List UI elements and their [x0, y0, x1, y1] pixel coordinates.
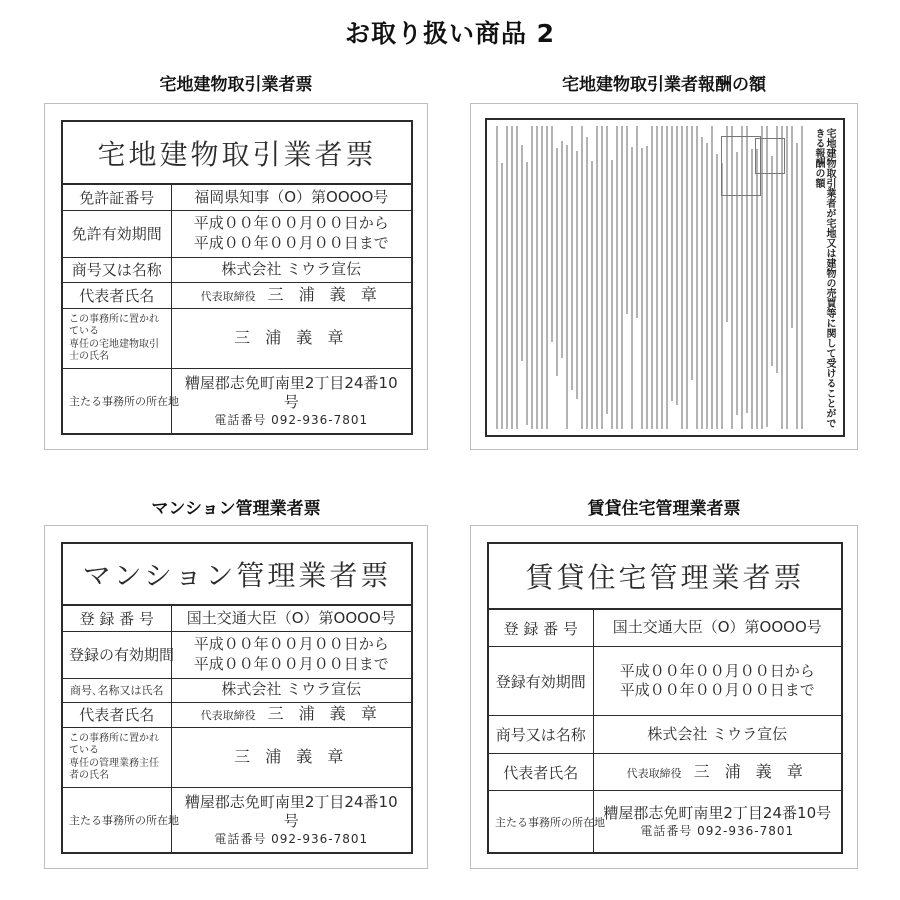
representative-title: 代表取締役: [626, 766, 682, 780]
fee-text-column: [631, 147, 633, 429]
fee-text-column: [571, 126, 573, 390]
row-value-line: 平成００年００月００日まで: [193, 654, 389, 673]
row-label: [63, 309, 171, 369]
row-value: [171, 185, 411, 210]
fee-text-column: [696, 126, 698, 429]
row-label: 商号､名称又は氏名: [63, 678, 171, 702]
fee-text-column: [516, 126, 518, 429]
plate-chintai: [487, 542, 843, 854]
caption-mansion: マンション管理業者票: [151, 499, 321, 519]
person-name: 三 浦 義 章: [693, 761, 808, 781]
fee-text-column: [701, 137, 703, 429]
row-label: 主たる事務所の所在地: [63, 368, 171, 433]
row-value: [171, 606, 411, 631]
row-value: [593, 791, 841, 852]
plate-row: [63, 631, 411, 678]
fee-text-column: [586, 137, 588, 429]
plate-title-chintai: 賃貸住宅管理業者票: [489, 544, 841, 610]
row-value: [593, 647, 841, 716]
plate-row: [489, 647, 841, 716]
fee-text-column: [796, 143, 798, 429]
row-label: 主たる事務所の所在地: [63, 787, 171, 852]
fee-text-column: [636, 126, 638, 318]
plate-title-takken: 宅地建物取引業者票: [63, 122, 411, 185]
plate-row: [489, 610, 841, 647]
fee-text-column: [641, 148, 643, 429]
row-value: [171, 257, 411, 283]
row-value-line: 平成００年００月００日まで: [619, 681, 815, 700]
plate-row: [63, 210, 411, 257]
row-value: [171, 702, 411, 728]
frame-mansion[interactable]: [44, 525, 428, 869]
fee-rate-box: [755, 138, 785, 174]
fee-text-column: [546, 126, 548, 429]
row-value: [171, 283, 411, 309]
person-name: 三 浦 義 章: [234, 328, 349, 348]
fee-text-column: [536, 126, 538, 429]
fee-text-column: [501, 163, 503, 429]
row-label: 登 録 番 号: [63, 606, 171, 631]
caption-chintai: 賃貸住宅管理業者票: [587, 499, 741, 519]
representative-title: 代表取締役: [200, 290, 256, 304]
fee-text-column: [711, 126, 713, 429]
fee-text-column: [496, 126, 498, 429]
plate-table-mansion: [63, 606, 411, 852]
fee-text-column: [551, 126, 553, 342]
row-value: [171, 309, 411, 369]
phone-number: 電話番号 092-936-7801: [214, 412, 369, 427]
plate-row: [489, 753, 841, 791]
fee-text-column: [646, 146, 648, 429]
fee-text-column: [576, 151, 578, 400]
page-title: お取り扱い商品 2: [344, 19, 556, 48]
fee-text-column: [541, 126, 543, 429]
caption-takken: 宅地建物取引業者票: [159, 75, 313, 95]
fee-text-column: [596, 126, 598, 429]
fee-text-column: [676, 126, 678, 405]
row-value-line: 糟屋郡志免町南里2丁目24番10号: [184, 373, 398, 412]
plate-row: [63, 787, 411, 852]
fee-text-column: [721, 163, 723, 429]
phone-number: 電話番号 092-936-7801: [640, 823, 795, 838]
plate-takken: [61, 120, 413, 435]
row-label-line: この事務所に置かれている: [69, 313, 159, 337]
fee-text-column: [686, 126, 688, 429]
frame-takken[interactable]: [44, 103, 428, 450]
fee-text-column: [716, 154, 718, 429]
row-label-line: 専任の宅地建物取引士の氏名: [69, 338, 159, 362]
row-label: 登録の有効期間: [63, 631, 171, 678]
phone-number: 電話番号 092-936-7801: [214, 831, 369, 846]
plate-row: [63, 678, 411, 702]
fee-text-column: [556, 148, 558, 376]
person-name: 三 浦 義 章: [267, 704, 382, 724]
row-value: [171, 368, 411, 433]
row-label: 免許有効期間: [63, 210, 171, 257]
plate-table-chintai: [489, 610, 841, 852]
fee-text-column: [611, 160, 613, 429]
plate-row: [63, 606, 411, 631]
row-value-line: 平成００年００月００日から: [193, 214, 389, 233]
fee-text-column: [691, 126, 693, 380]
row-value-line: 株式会社 ミウラ宣伝: [221, 680, 362, 699]
fee-text-column: [566, 145, 568, 429]
row-value-line: 平成００年００月００日から: [193, 635, 389, 654]
row-value: [593, 610, 841, 647]
row-value-line: 糟屋郡志免町南里2丁目24番10号: [603, 804, 832, 823]
fee-text-column: [771, 156, 773, 366]
fee-text-column: [581, 126, 583, 429]
row-value-line: 国土交通大臣（O）第OOOO号: [612, 618, 822, 637]
row-value: [171, 210, 411, 257]
fee-text-column: [661, 126, 663, 429]
fee-heading: 宅地建物取引業者が宅地又は建物の売買等に関して受けることができる報酬の額: [813, 128, 835, 428]
row-value: [171, 787, 411, 852]
fee-text-column: [531, 126, 533, 429]
fee-text-column: [616, 126, 618, 429]
fee-text-column: [801, 126, 803, 429]
plate-row: [63, 283, 411, 309]
frame-fee[interactable]: [470, 103, 858, 450]
plate-row: [63, 309, 411, 369]
fee-text-column: [666, 126, 668, 429]
row-label: 代表者氏名: [63, 283, 171, 309]
fee-text-column: [786, 126, 788, 429]
fee-text-column: [626, 126, 628, 314]
plate-title-mansion: マンション管理業者票: [63, 544, 411, 606]
row-label-line: 専任の管理業務主任者の氏名: [69, 757, 159, 782]
row-value: [593, 753, 841, 791]
plate-row: [489, 715, 841, 753]
fee-text-column: [621, 126, 623, 429]
plate-row: [63, 257, 411, 283]
fee-text-column: [651, 126, 653, 429]
plate-row: [63, 368, 411, 433]
row-label: 代表者氏名: [63, 702, 171, 728]
row-label: [63, 728, 171, 788]
plate-row: [489, 791, 841, 852]
row-label: 登録有効期間: [489, 647, 593, 716]
row-label: 主たる事務所の所在地: [489, 791, 593, 852]
fee-text-column: [791, 126, 793, 328]
fee-text-column: [601, 126, 603, 429]
row-label: 登 録 番 号: [489, 610, 593, 647]
fee-body-text: [493, 126, 803, 429]
caption-fee: 宅地建物取引業者報酬の額: [562, 75, 766, 95]
representative-title: 代表取締役: [200, 709, 256, 723]
fee-text-column: [671, 126, 673, 401]
plate-table-takken: [63, 185, 411, 433]
row-label: 商号又は名称: [489, 715, 593, 753]
row-value-line: 株式会社 ミウラ宣伝: [221, 260, 362, 279]
plate-row: [63, 185, 411, 210]
row-label: 免許証番号: [63, 185, 171, 210]
row-value: [171, 631, 411, 678]
row-value-line: 平成００年００月００日から: [619, 661, 815, 680]
fee-table: [485, 118, 845, 437]
row-value-line: 平成００年００月００日まで: [193, 233, 389, 252]
fee-text-column: [706, 143, 708, 429]
frame-chintai[interactable]: [470, 525, 858, 869]
fee-text-column: [656, 126, 658, 429]
row-label-line: この事務所に置かれている: [69, 732, 159, 757]
fee-text-column: [511, 126, 513, 429]
row-value: [593, 715, 841, 753]
fee-text-column: [526, 162, 528, 424]
row-value-line: 糟屋郡志免町南里2丁目24番10号: [184, 792, 398, 831]
person-name: 三 浦 義 章: [234, 747, 349, 767]
row-value: [171, 678, 411, 702]
row-value-line: 国土交通大臣（O）第OOOO号: [186, 608, 396, 627]
fee-text-column: [506, 126, 508, 429]
fee-text-column: [561, 141, 563, 358]
row-label: 商号又は名称: [63, 257, 171, 283]
row-value-line: 福岡県知事（O）第OOOO号: [194, 187, 389, 206]
plate-row: [63, 702, 411, 728]
fee-text-column: [591, 161, 593, 429]
plate-mansion: [61, 542, 413, 854]
fee-text-column: [521, 145, 523, 361]
fee-text-column: [681, 126, 683, 429]
fee-text-column: [606, 126, 608, 414]
row-label: 代表者氏名: [489, 753, 593, 791]
row-value-line: 株式会社 ミウラ宣伝: [647, 724, 788, 743]
row-value: [171, 728, 411, 788]
person-name: 三 浦 義 章: [267, 285, 382, 305]
plate-row: [63, 728, 411, 788]
